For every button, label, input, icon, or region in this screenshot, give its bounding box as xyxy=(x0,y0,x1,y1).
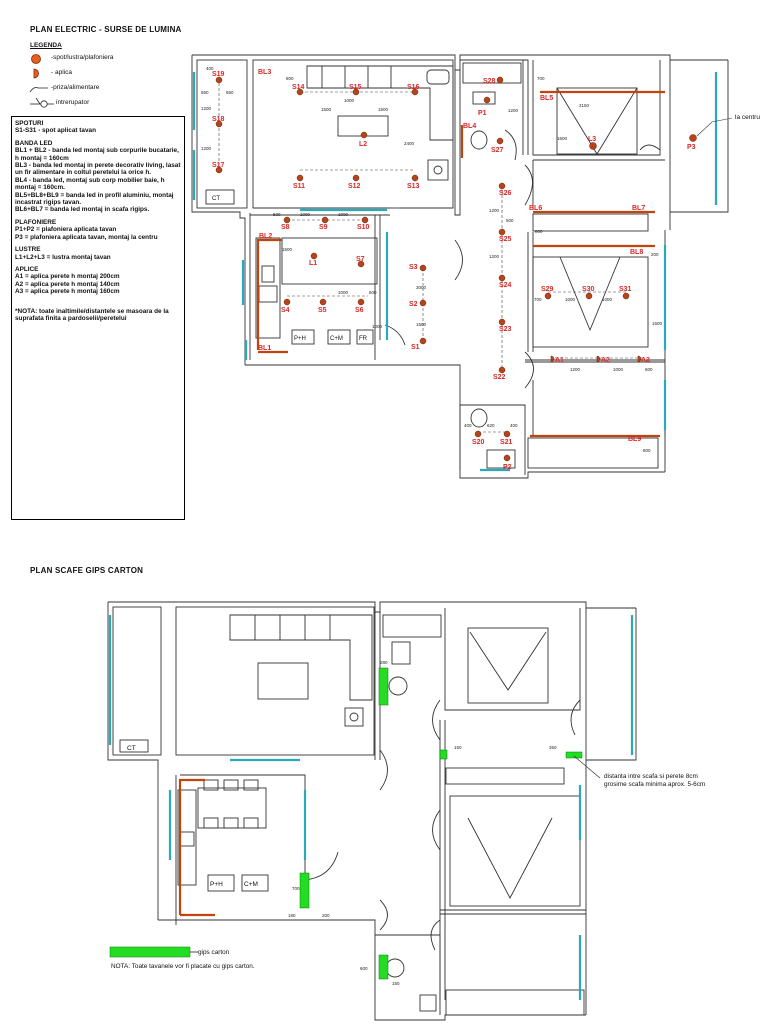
stove xyxy=(262,266,274,282)
fixture-s5 xyxy=(320,299,326,305)
door-arc xyxy=(571,700,580,735)
gips-legend-label: gips carton xyxy=(198,949,230,956)
chair xyxy=(224,780,238,790)
cabinet-ph-label-2: P+H xyxy=(210,881,223,888)
kitchen-island-2 xyxy=(198,788,266,828)
plan2-glass xyxy=(110,615,632,1000)
fixture-s25 xyxy=(499,229,505,235)
gips-block xyxy=(440,750,447,759)
label-s14: S14 xyxy=(292,84,305,91)
socket-icon xyxy=(434,166,442,174)
plan1-drawing xyxy=(192,55,728,478)
label-s11: S11 xyxy=(293,183,306,190)
label-s23: S23 xyxy=(499,326,512,333)
label-s27: S27 xyxy=(491,147,504,154)
legend-symbols xyxy=(30,55,54,108)
bathtub-2 xyxy=(383,615,441,637)
door-arc xyxy=(640,145,660,150)
dim: 1000 xyxy=(344,98,355,103)
aplice-line: A3 = aplica perete h montaj 160cm xyxy=(15,288,120,296)
plan1-title: PLAN ELECTRIC - SURSE DE LUMINA xyxy=(30,25,182,34)
fixture-s3 xyxy=(420,265,426,271)
fixture-s4 xyxy=(284,299,290,305)
kitchen-sink xyxy=(259,286,277,302)
wall xyxy=(176,775,305,925)
kitchen-counter xyxy=(256,238,280,338)
aplice-line: A2 = aplica perete h montaj 140cm xyxy=(15,280,120,288)
toilet-bottom xyxy=(471,409,487,427)
dim: 2150 xyxy=(579,103,590,108)
wardrobe xyxy=(533,214,648,231)
spots-text: S1-S31 - spot aplicat tavan xyxy=(15,127,96,135)
fixture-s22 xyxy=(499,367,505,373)
dim: 2400 xyxy=(404,141,415,146)
wall xyxy=(192,55,728,70)
cabinet-cm-label: C+M xyxy=(330,336,343,342)
dim: 1200 xyxy=(570,367,581,372)
dim: 1500 xyxy=(652,321,663,326)
wall xyxy=(528,160,665,352)
fixture-l1 xyxy=(311,253,317,259)
door-arc xyxy=(455,240,463,280)
plan1-fixtures xyxy=(216,77,697,461)
wall xyxy=(586,608,636,1015)
led-line: BL1 + BL2 - banda led montaj sub corpurile bucatarie, h montaj = 160cm xyxy=(15,147,179,162)
lustre-title: LUSTRE xyxy=(15,246,41,254)
dim: 500 xyxy=(506,218,514,223)
dim: 1500 xyxy=(416,322,427,327)
label-s4: S4 xyxy=(281,307,290,314)
label-s26: S26 xyxy=(499,190,512,197)
ct-box xyxy=(206,190,234,204)
dim: 500 xyxy=(273,212,281,217)
chair xyxy=(244,818,258,828)
label-bl7: BL7 xyxy=(632,205,646,212)
dim: 400 xyxy=(464,423,472,428)
fixture-s31 xyxy=(623,293,629,299)
chair xyxy=(204,818,218,828)
fixture-s9 xyxy=(322,217,328,223)
led-line: BL6+BL7 = banda led montaj in scafa rigips. xyxy=(15,206,150,214)
door-arc xyxy=(380,750,388,790)
label-s24: S24 xyxy=(499,282,512,289)
dim: 3000 xyxy=(416,285,427,290)
scafa-callout-leader xyxy=(574,756,600,778)
legend-aplica-icon xyxy=(34,69,39,78)
dim: 1200 xyxy=(201,106,212,111)
plan1-cabinet-labels xyxy=(212,196,368,342)
coffee-table-2 xyxy=(258,663,308,699)
label-s22: S22 xyxy=(493,374,506,381)
label-s19: S19 xyxy=(212,71,225,78)
wall xyxy=(533,380,665,436)
label-s13: S13 xyxy=(407,183,420,190)
scafa-callout-line2: grosime scafa minima aprox. 5-6cm xyxy=(604,781,706,788)
gips-legend-swatch xyxy=(110,947,190,957)
plaf-line: P3 = plafoniera aplicata tavan, montaj la centru xyxy=(15,233,158,241)
led-title: BANDA LED xyxy=(15,139,53,147)
fixture-s29 xyxy=(545,293,551,299)
bed-top-2 xyxy=(468,628,548,703)
dim: 200 xyxy=(651,252,659,257)
label-l2: L2 xyxy=(359,141,368,148)
dim: 180 xyxy=(288,913,296,918)
plan2-nota: NOTA: Toate tavanele vor fi placate cu gips carton. xyxy=(111,963,255,970)
dim: 1200 xyxy=(201,146,212,151)
sink-top xyxy=(427,70,449,84)
dim: 1000 xyxy=(338,290,349,295)
dim: 650 xyxy=(201,90,209,95)
label-s31: S31 xyxy=(619,286,632,293)
fixture-s28 xyxy=(497,77,503,83)
dim: 1200 xyxy=(508,108,519,113)
chair xyxy=(244,780,258,790)
dim: 800 xyxy=(535,229,543,234)
fixture-s10 xyxy=(362,217,368,223)
fixture-p3 xyxy=(690,135,697,142)
wall xyxy=(455,70,460,215)
fixture-a2 xyxy=(597,356,600,362)
plan1-dimensions xyxy=(201,66,663,453)
fixture-a1 xyxy=(551,356,554,362)
toilet-top xyxy=(471,131,487,149)
wardrobe-2 xyxy=(446,768,564,784)
label-bl1: BL1 xyxy=(258,345,272,352)
dim: 600 xyxy=(645,367,653,372)
dim: 800 xyxy=(643,448,651,453)
chair xyxy=(224,818,238,828)
legend-spot-icon xyxy=(32,55,41,64)
label-a3: A3 xyxy=(641,357,650,364)
label-a1: A1 xyxy=(555,357,564,364)
label-s2: S2 xyxy=(409,301,418,308)
label-s5: S5 xyxy=(318,307,327,314)
fixture-s8 xyxy=(284,217,290,223)
fixture-l2 xyxy=(361,132,367,138)
fixture-s12 xyxy=(353,175,359,181)
legend-item-priza: -priza/alimentare xyxy=(51,84,100,91)
cabinet-fr-label: FR xyxy=(359,336,367,342)
label-bl2: BL2 xyxy=(259,233,273,240)
shower-bottom-2 xyxy=(420,995,436,1011)
dim: 400 xyxy=(510,423,518,428)
door-arc xyxy=(525,165,533,205)
cabinet-cm-label-2: C+M xyxy=(244,881,258,888)
wall xyxy=(245,365,665,478)
ct-label-2: CT xyxy=(127,745,136,752)
label-s6: S6 xyxy=(355,307,364,314)
dim: 280 xyxy=(380,660,388,665)
label-bl5: BL5 xyxy=(540,95,554,102)
wall xyxy=(440,720,445,1000)
dim: 150 xyxy=(454,745,462,750)
bl2-led xyxy=(258,240,282,350)
fixture-s21 xyxy=(504,431,510,437)
cabinet-ph-label: P+H xyxy=(294,336,306,342)
label-s3: S3 xyxy=(409,264,418,271)
label-s29: S29 xyxy=(541,286,554,293)
legend-priza-icon xyxy=(30,88,48,93)
dim: 1000 xyxy=(338,212,349,217)
wall xyxy=(440,910,586,914)
bed-top xyxy=(557,88,637,154)
plan1-led-bands xyxy=(258,92,665,436)
dim: 1600 xyxy=(557,136,568,141)
label-l3: L3 xyxy=(588,136,597,143)
dim: 800 xyxy=(286,76,294,81)
fixture-p2 xyxy=(504,455,510,461)
dim: 1000 xyxy=(565,297,576,302)
label-s17: S17 xyxy=(212,162,225,169)
dim: 700 xyxy=(534,297,542,302)
lustre-line: L1+L2+L3 = lustra montaj tavan xyxy=(15,253,111,261)
sofa-lines-2 xyxy=(255,615,330,640)
fixture-s13 xyxy=(412,175,418,181)
bed-top-lines-2 xyxy=(470,632,546,690)
label-s7: S7 xyxy=(356,256,365,263)
dim: 1500 xyxy=(378,107,389,112)
label-bl4: BL4 xyxy=(463,123,477,130)
gips-block xyxy=(379,955,388,979)
wall xyxy=(533,60,660,155)
label-s21: S21 xyxy=(500,439,513,446)
dim: 200 xyxy=(322,913,330,918)
plan2-labels xyxy=(127,745,258,888)
label-s28: S28 xyxy=(483,78,496,85)
socket-icon-2 xyxy=(350,713,358,721)
toilet-2 xyxy=(389,677,407,695)
dim: 700 xyxy=(537,76,545,81)
plaf-title: PLAFONIERE xyxy=(15,218,57,226)
wall xyxy=(670,60,728,212)
fixture-s20 xyxy=(475,431,481,437)
led-line: BL4 - banda led, montaj sub corp mobilier baie, h montaj = 160cm. xyxy=(15,176,165,192)
fixture-s27 xyxy=(497,138,503,144)
label-bl6: BL6 xyxy=(529,205,543,212)
label-s20: S20 xyxy=(472,439,485,446)
fixture-s23 xyxy=(499,319,505,325)
fixture-s30 xyxy=(586,293,592,299)
aplice-title: APLICE xyxy=(15,265,39,273)
label-s18: S18 xyxy=(212,116,225,123)
led-line: BL3 - banda led montaj in perete decorativ living, lasat un fir alimentare in coltul peretelui la orice h. xyxy=(15,162,181,177)
legend-switch-icon xyxy=(30,98,54,107)
sofa xyxy=(307,66,453,140)
door-arc xyxy=(433,700,441,740)
balcony-left xyxy=(197,60,247,208)
fixture-l3 xyxy=(590,143,597,150)
fixture-p1 xyxy=(484,97,490,103)
dim: 650 xyxy=(226,90,234,95)
plan2-led-bands xyxy=(180,780,215,915)
ct-label: CT xyxy=(212,196,220,202)
dim: 1500 xyxy=(282,247,293,252)
label-bl3: BL3 xyxy=(258,69,272,76)
label-bl8: BL8 xyxy=(630,249,644,256)
label-s25: S25 xyxy=(499,236,512,243)
sofa-2 xyxy=(230,615,372,700)
dim: 600 xyxy=(369,290,377,295)
dim: 1200 xyxy=(489,254,500,259)
label-p3: P3 xyxy=(687,144,696,151)
plan1-labels xyxy=(212,69,696,471)
dim: 1000 xyxy=(602,297,613,302)
gips-block xyxy=(300,873,309,908)
legend-item-aplica: - aplica xyxy=(51,69,72,76)
bed-mid-lines-2 xyxy=(468,818,552,898)
label-l1: L1 xyxy=(309,260,318,267)
dim: 600 xyxy=(360,966,368,971)
bed-mid xyxy=(533,257,648,347)
scafa-callout-line1: distanta intre scafa si perete 8cm xyxy=(604,773,698,780)
plan2-dimensions xyxy=(288,660,557,986)
dim: 620 xyxy=(487,423,495,428)
dim: 1500 xyxy=(321,107,332,112)
bed-mid-2 xyxy=(450,796,580,906)
chair xyxy=(204,780,218,790)
dim: 400 xyxy=(206,66,214,71)
wall xyxy=(445,608,580,710)
led-line: BL5+BL8+BL9 = banda led in profil aluminiu, montaj incastrat rigips tavan. xyxy=(15,191,174,207)
door-arc xyxy=(380,900,388,930)
wall xyxy=(108,602,158,920)
dim: 1000 xyxy=(613,367,624,372)
label-p1: P1 xyxy=(478,110,487,117)
label-s1: S1 xyxy=(411,344,420,351)
toilet-bottom-2 xyxy=(386,959,404,977)
door-arc xyxy=(525,352,534,388)
spot-guide-lines xyxy=(219,78,645,432)
callout-leader xyxy=(697,118,732,136)
label-p2: P2 xyxy=(503,464,512,471)
fixture-s6 xyxy=(358,299,364,305)
label-s16: S16 xyxy=(407,84,420,91)
plan2-title: PLAN SCAFE GIPS CARTON xyxy=(30,566,144,575)
plaf-line: P1+P2 = plafoniera aplicata tavan xyxy=(15,226,117,234)
dim: 1000 xyxy=(372,324,383,329)
label-s8: S8 xyxy=(281,224,290,231)
closet-bottom-2 xyxy=(446,990,584,1015)
label-a2: A2 xyxy=(601,357,610,364)
callout-la-centru: la centru xyxy=(735,114,760,121)
label-s10: S10 xyxy=(357,224,370,231)
dim: 150 xyxy=(392,981,400,986)
label-s9: S9 xyxy=(319,224,328,231)
door-arc xyxy=(505,130,516,160)
wall xyxy=(158,920,586,1020)
living-area-2 xyxy=(176,607,374,755)
dim: 700 xyxy=(292,886,300,891)
washbasin xyxy=(473,92,495,104)
label-s30: S30 xyxy=(582,286,595,293)
plan2-drawing xyxy=(108,602,636,1020)
socket-box xyxy=(428,160,448,180)
aplice-line: A1 = aplica perete h montaj 200cm xyxy=(15,273,120,281)
gips-block xyxy=(566,752,582,758)
wall xyxy=(192,55,245,365)
fixture-s26 xyxy=(499,183,505,189)
nota-text: *NOTA: toate inaltimile/distantele se masoara de la suprafata finita a pardoselii/peretelui xyxy=(15,307,169,322)
door-arc xyxy=(433,810,441,850)
fixture-s2 xyxy=(420,300,426,306)
legend-title: LEGENDA xyxy=(30,42,62,49)
label-bl9: BL9 xyxy=(628,436,642,443)
legend-item-spot: -spot/lustra/plafoniera xyxy=(51,54,114,61)
label-s12: S12 xyxy=(348,183,361,190)
legend-item-intrerupator: intrerupator xyxy=(56,99,90,106)
dim: 1200 xyxy=(489,208,500,213)
balcony-left-2 xyxy=(113,607,161,755)
socket-box-2 xyxy=(345,708,363,726)
gips-block xyxy=(379,668,388,705)
washbasin-2 xyxy=(392,642,410,664)
label-s15: S15 xyxy=(349,84,362,91)
scafa-red xyxy=(180,780,205,915)
fixture-s1 xyxy=(420,338,426,344)
spots-title: SPOTURI xyxy=(15,120,44,127)
fixture-s11 xyxy=(297,175,303,181)
kitchen-sink-2 xyxy=(180,832,194,846)
fixture-s24 xyxy=(499,275,505,281)
dim: 350 xyxy=(549,745,557,750)
bed-top-lines xyxy=(557,88,637,154)
dim: 1000 xyxy=(300,212,311,217)
